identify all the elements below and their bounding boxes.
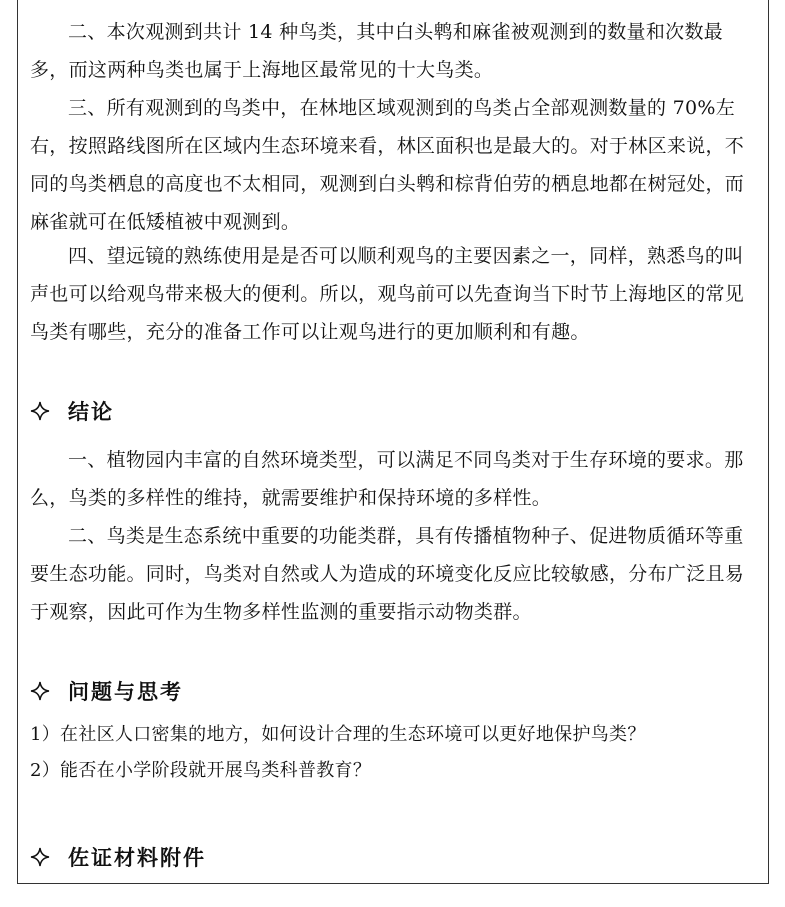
question-2: 2）能否在小学阶段就开展鸟类科普教育？ (30, 760, 372, 781)
four-point-star-icon (30, 681, 50, 701)
four-point-star-icon (30, 847, 50, 867)
analysis-paragraph-2: 二、本次观测到共计 14 种鸟类，其中白头鹎和麻雀被观测到的数量和次数最多，而这两种鸟类也属于上海地区最常见的十大鸟类。 (30, 21, 724, 81)
attachments-title: 佐证材料附件 (68, 846, 206, 870)
four-point-star-icon (30, 401, 50, 421)
conclusion-heading (30, 396, 114, 426)
conclusion-title: 结论 (68, 400, 114, 424)
conclusion-paragraph-2: 二、鸟类是生态系统中重要的功能类群，具有传播植物种子、促进物质循环等重要生态功能。同时，鸟类对自然或人为造成的环境变化反应比较敏感，分布广泛且易于观察，因此可作为生物多样性监测的重要指示动物类群。 (30, 525, 745, 623)
conclusion-paragraph-1: 一、植物园内丰富的自然环境类型，可以满足不同鸟类对于生存环境的要求。那么，鸟类的多样性的维持，就需要维护和保持环境的多样性。 (30, 449, 744, 509)
question-1: 1）在社区人口密集的地方，如何设计合理的生态环境可以更好地保护鸟类？ (30, 724, 646, 745)
attachments-heading (30, 842, 206, 872)
analysis-paragraph-4: 四、望远镜的熟练使用是是否可以顺利观鸟的主要因素之一，同样，熟悉鸟的叫声也可以给观鸟带来极大的便利。所以，观鸟前可以先查询当下时节上海地区的常见鸟类有哪些，充分的准备工作可以让观鸟进行的更加顺利和有趣。 (30, 245, 745, 343)
analysis-paragraph-3: 三、所有观测到的鸟类中，在林地区域观测到的鸟类占全部观测数量的 70%左右，按照路线图所在区域内生态环境来看，林区面积也是最大的。对于林区来说，不同的鸟类栖息的高度也不太相同，观测到白头鹎和棕背伯劳的栖息地都在树冠处，而麻雀就可在低矮植被中观测到。 (30, 97, 745, 233)
questions-heading (30, 676, 183, 706)
questions-title: 问题与思考 (68, 680, 183, 704)
